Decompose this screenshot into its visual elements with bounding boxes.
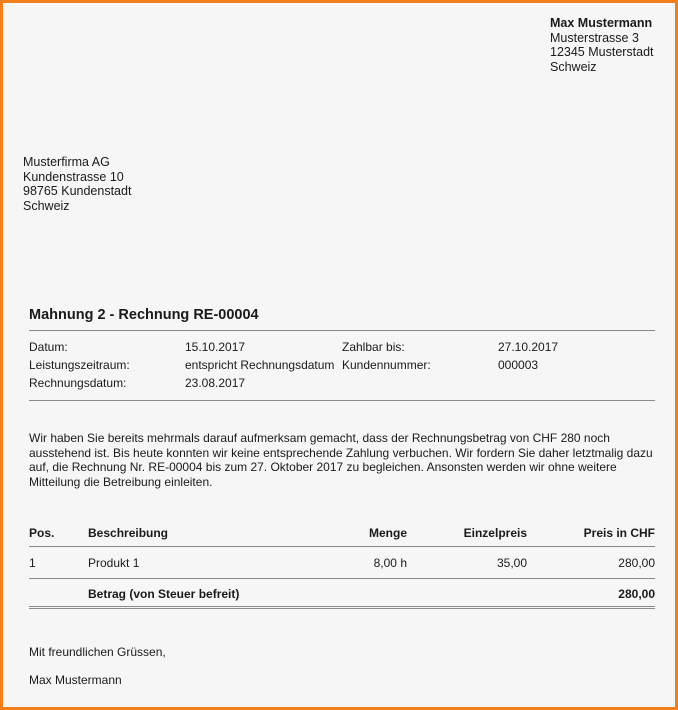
sender-address [550,16,654,74]
title-divider [29,330,655,331]
meta-leistung-label: Leistungszeitraum: [29,358,130,372]
total-value: 280,00 [618,587,655,601]
col-desc-header: Beschreibung [88,526,169,540]
recipient-address [23,155,131,213]
sender-city: 12345 Musterstadt [550,45,654,59]
table-header-divider [29,546,655,547]
meta-rdatum-label: Rechnungsdatum: [29,376,127,390]
sender-street: Musterstrasse 3 [550,30,639,45]
letter-page [3,3,675,707]
table-row-divider [29,578,655,579]
row-price: 280,00 [618,556,655,570]
meta-leistung-value: entspricht Rechnungsdatum [185,358,335,372]
row-pos: 1 [29,556,36,570]
row-desc: Produkt 1 [88,556,140,570]
meta-kunden-label: Kundennummer: [342,358,431,372]
meta-kunden-value: 000003 [498,358,539,372]
recipient-street: Kundenstrasse 10 [23,169,124,184]
document-title: Mahnung 2 - Rechnung RE-00004 [29,307,259,323]
col-qty-header: Menge [368,526,407,540]
total-label: Betrag (von Steuer befreit) [88,587,240,601]
col-unit-header: Einzelpreis [463,526,527,540]
recipient-city: 98765 Kundenstadt [23,184,132,198]
col-price-header: Preis in CHF [583,526,655,540]
closing-signature: Max Mustermann [29,673,122,687]
row-qty: 8,00 h [373,556,407,570]
recipient-company: Musterfirma AG [23,155,110,169]
sender-country: Schweiz [550,59,597,74]
reminder-text: Wir haben Sie bereits mehrmals darauf aufmerksam gemacht, dass der Rechnungsbetrag von CHF 280 noch ausstehend ist. Bis heute konnten wir keine entsprechende Zahlung verbuchen. Wir fordern Sie daher letztmalig dazu auf, die Rechnung Nr. RE-00004 bis zum 27. Oktober 2017 zu begleichen. Ansonsten werden wir ohne weitere Mitteilung die Betreibung einleiten. [29,431,653,489]
total-double-divider [29,606,655,609]
col-pos-header: Pos. [29,526,55,540]
meta-rdatum-value: 23.08.2017 [185,376,246,390]
recipient-country: Schweiz [23,198,70,213]
meta-datum-label: Datum: [29,340,68,354]
row-unit: 35,00 [496,556,527,570]
sender-name: Max Mustermann [550,16,653,30]
meta-datum-value: 15.10.2017 [185,340,246,354]
meta-zahlbar-label: Zahlbar bis: [342,340,405,354]
meta-zahlbar-value: 27.10.2017 [498,340,559,354]
meta-divider [29,400,655,401]
closing-greeting: Mit freundlichen Grüssen, [29,645,166,659]
